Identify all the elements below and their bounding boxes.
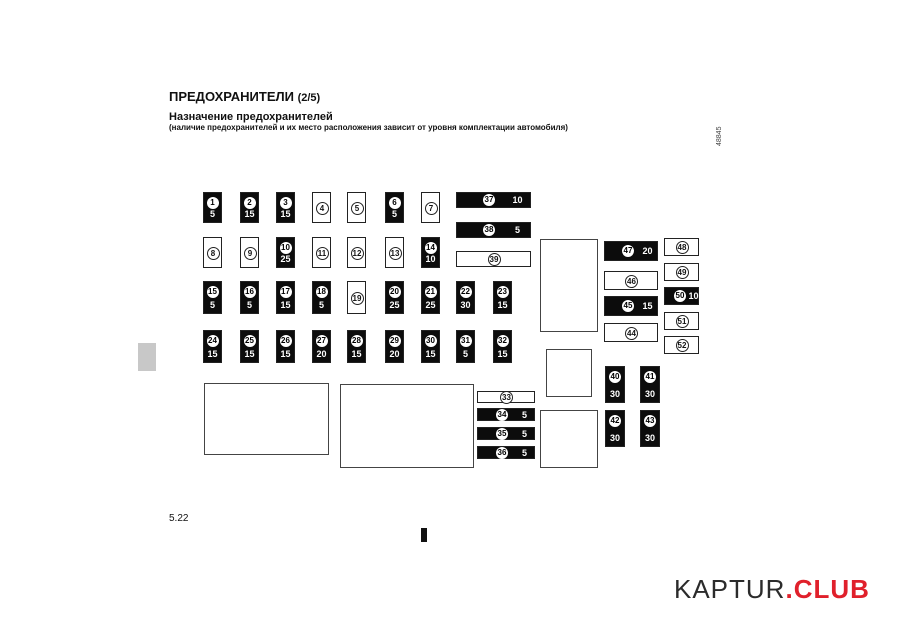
fuse-number-badge: 46 <box>625 275 638 288</box>
section-subtitle: Назначение предохранителей <box>169 111 333 123</box>
fuse-number-badge: 6 <box>389 197 401 209</box>
fuse-30 <box>421 330 440 363</box>
fuse-number-badge: 33 <box>500 391 513 404</box>
fuse-number-badge: 18 <box>317 287 326 296</box>
fuse-44 <box>604 323 658 342</box>
fuse-48 <box>664 238 699 256</box>
fuse-amperage: 15 <box>425 349 436 359</box>
fuse-40 <box>605 366 625 403</box>
fuse-amperage: 15 <box>351 349 362 359</box>
title-part: (2/5) <box>297 92 321 104</box>
fuse-number-badge: 23 <box>498 287 507 296</box>
fuse-46 <box>604 271 658 290</box>
fuse-number-badge: 44 <box>625 327 638 340</box>
fuse-amperage: 5 <box>209 209 215 219</box>
fuse-number-badge: 14 <box>426 243 435 252</box>
fuse-number-badge: 49 <box>676 266 689 279</box>
fuse-3 <box>276 192 295 223</box>
fuse-amperage: 10 <box>425 254 436 264</box>
fuse-amperage: 30 <box>609 433 620 443</box>
fuse-number-badge: 38 <box>484 225 494 234</box>
fuse-amperage: 5 <box>514 225 520 235</box>
fuse-amperage: 15 <box>244 349 255 359</box>
fuse-19 <box>347 281 366 314</box>
chapter-tab <box>138 343 156 371</box>
fuse-9 <box>240 237 259 268</box>
fuse-amperage: 20 <box>389 349 400 359</box>
fuse-35 <box>477 427 535 440</box>
fuse-number-badge: 2 <box>244 197 256 209</box>
fuse-number-badge: 27 <box>317 336 326 345</box>
fuse-number-badge: 5 <box>351 202 364 215</box>
fuse-number-badge: 37 <box>484 195 494 204</box>
fuse-amperage: 30 <box>609 389 620 399</box>
fuse-number-badge: 51 <box>676 315 689 328</box>
fuse-number-badge: 41 <box>645 372 655 381</box>
fuse-number-badge: 50 <box>675 291 685 300</box>
fuse-amperage: 15 <box>280 209 291 219</box>
fuse-number-badge: 15 <box>208 287 217 296</box>
fuse-number-badge: 25 <box>245 336 254 345</box>
fuse-31 <box>456 330 475 363</box>
fuse-24 <box>203 330 222 363</box>
fuse-26 <box>276 330 295 363</box>
fuse-4 <box>312 192 331 223</box>
fuse-amperage: 20 <box>642 246 653 256</box>
fuse-51 <box>664 312 699 330</box>
fuse-10 <box>276 237 295 268</box>
fuse-36 <box>477 446 535 459</box>
fuse-number-badge: 43 <box>645 416 655 425</box>
fuse-18 <box>312 281 331 314</box>
fuse-amperage: 15 <box>642 301 653 311</box>
fuse-amperage: 30 <box>644 389 655 399</box>
fuse-number-badge: 32 <box>498 336 507 345</box>
fuse-2 <box>240 192 259 223</box>
fuse-29 <box>385 330 404 363</box>
fuse-number-badge: 19 <box>351 292 364 305</box>
relay-block-bottom <box>540 410 598 468</box>
fuse-33 <box>477 391 535 403</box>
fuse-number-badge: 16 <box>245 287 254 296</box>
fuse-number-badge: 24 <box>208 336 217 345</box>
fuse-15 <box>203 281 222 314</box>
fuse-amperage: 15 <box>244 209 255 219</box>
fuse-amperage: 5 <box>318 300 324 310</box>
fuse-11 <box>312 237 331 268</box>
fuse-amperage: 30 <box>460 300 471 310</box>
fuse-number-badge: 20 <box>390 287 399 296</box>
fuse-8 <box>203 237 222 268</box>
fuse-41 <box>640 366 660 403</box>
fuse-34 <box>477 408 535 421</box>
fuse-43 <box>640 410 660 447</box>
fuse-number-badge: 4 <box>316 202 329 215</box>
fuse-number-badge: 47 <box>623 246 633 255</box>
fuse-47 <box>604 241 658 261</box>
fuse-5 <box>347 192 366 223</box>
fuse-amperage: 5 <box>246 300 252 310</box>
page-number: 5.22 <box>169 513 189 524</box>
fuse-number-badge: 10 <box>281 243 290 252</box>
fuse-28 <box>347 330 366 363</box>
fuse-amperage: 15 <box>280 300 291 310</box>
watermark-brand: KAPTUR <box>674 574 786 604</box>
fuse-50 <box>664 287 699 305</box>
fuse-amperage: 30 <box>644 433 655 443</box>
fuse-amperage: 25 <box>280 254 291 264</box>
fuse-number-badge: 7 <box>425 202 438 215</box>
relay-block-large-center <box>340 384 474 468</box>
fuse-amperage: 5 <box>391 209 397 219</box>
fuse-number-badge: 31 <box>461 336 470 345</box>
fuse-number-badge: 21 <box>426 287 435 296</box>
fuse-12 <box>347 237 366 268</box>
relay-block-small <box>546 349 592 397</box>
fuse-number-badge: 28 <box>352 336 361 345</box>
fuse-number-badge: 35 <box>497 428 507 438</box>
fuse-number-badge: 48 <box>676 241 689 254</box>
fuse-37 <box>456 192 531 208</box>
title-text: ПРЕДОХРАНИТЕЛИ <box>169 89 294 104</box>
fuse-amperage: 15 <box>207 349 218 359</box>
fuse-number-badge: 36 <box>497 447 507 457</box>
fuse-6 <box>385 192 404 223</box>
fuse-20 <box>385 281 404 314</box>
fuse-25 <box>240 330 259 363</box>
fuse-amperage: 15 <box>497 300 508 310</box>
fuse-number-badge: 17 <box>281 287 290 296</box>
fuse-amperage: 5 <box>462 349 468 359</box>
fuse-45 <box>604 296 658 316</box>
fuse-number-badge: 3 <box>280 197 292 209</box>
fuse-27 <box>312 330 331 363</box>
fuse-amperage: 15 <box>497 349 508 359</box>
fuse-number-badge: 9 <box>244 247 257 260</box>
fuse-38 <box>456 222 531 238</box>
fuse-32 <box>493 330 512 363</box>
fuse-number-badge: 30 <box>426 336 435 345</box>
page-marker <box>421 528 427 542</box>
page-title <box>169 89 320 104</box>
fuse-amperage: 10 <box>512 195 523 205</box>
fuse-13 <box>385 237 404 268</box>
fuse-number-badge: 39 <box>488 253 501 266</box>
fuse-amperage: 25 <box>389 300 400 310</box>
fuse-7 <box>421 192 440 223</box>
fuse-16 <box>240 281 259 314</box>
relay-block-tall <box>540 239 598 332</box>
fuse-amperage: 20 <box>316 349 327 359</box>
fuse-number-badge: 11 <box>316 247 329 260</box>
fuse-amperage: 5 <box>521 447 527 458</box>
fuse-52 <box>664 336 699 354</box>
fuse-number-badge: 52 <box>676 339 689 352</box>
fuse-amperage: 10 <box>688 291 699 301</box>
fuse-14 <box>421 237 440 268</box>
fuse-number-badge: 42 <box>610 416 620 425</box>
fuse-21 <box>421 281 440 314</box>
fuse-number-badge: 22 <box>461 287 470 296</box>
fuse-amperage: 5 <box>521 428 527 439</box>
fuse-number-badge: 45 <box>623 301 633 310</box>
fuse-39 <box>456 251 531 267</box>
fuse-number-badge: 12 <box>351 247 364 260</box>
fuse-number-badge: 1 <box>207 197 219 209</box>
fuse-amperage: 5 <box>209 300 215 310</box>
fuse-number-badge: 26 <box>281 336 290 345</box>
fuse-number-badge: 34 <box>497 409 507 419</box>
fuse-number-badge: 29 <box>390 336 399 345</box>
fuse-23 <box>493 281 512 314</box>
fuse-1 <box>203 192 222 223</box>
fuse-49 <box>664 263 699 281</box>
relay-block-large-left <box>204 383 329 455</box>
reference-number: 48845 <box>716 126 723 146</box>
fuse-number-badge: 40 <box>610 372 620 381</box>
watermark-logo <box>674 574 870 605</box>
fuse-number-badge: 8 <box>207 247 220 260</box>
watermark-suffix: .CLUB <box>785 574 870 604</box>
section-note: (наличие предохранителей и их место расположения зависит от уровня комплектации автомобиля) <box>169 123 568 132</box>
fuse-17 <box>276 281 295 314</box>
fuse-amperage: 25 <box>425 300 436 310</box>
fuse-number-badge: 13 <box>389 247 402 260</box>
fuse-42 <box>605 410 625 447</box>
fuse-amperage: 5 <box>521 409 527 420</box>
fuse-amperage: 15 <box>280 349 291 359</box>
fuse-22 <box>456 281 475 314</box>
